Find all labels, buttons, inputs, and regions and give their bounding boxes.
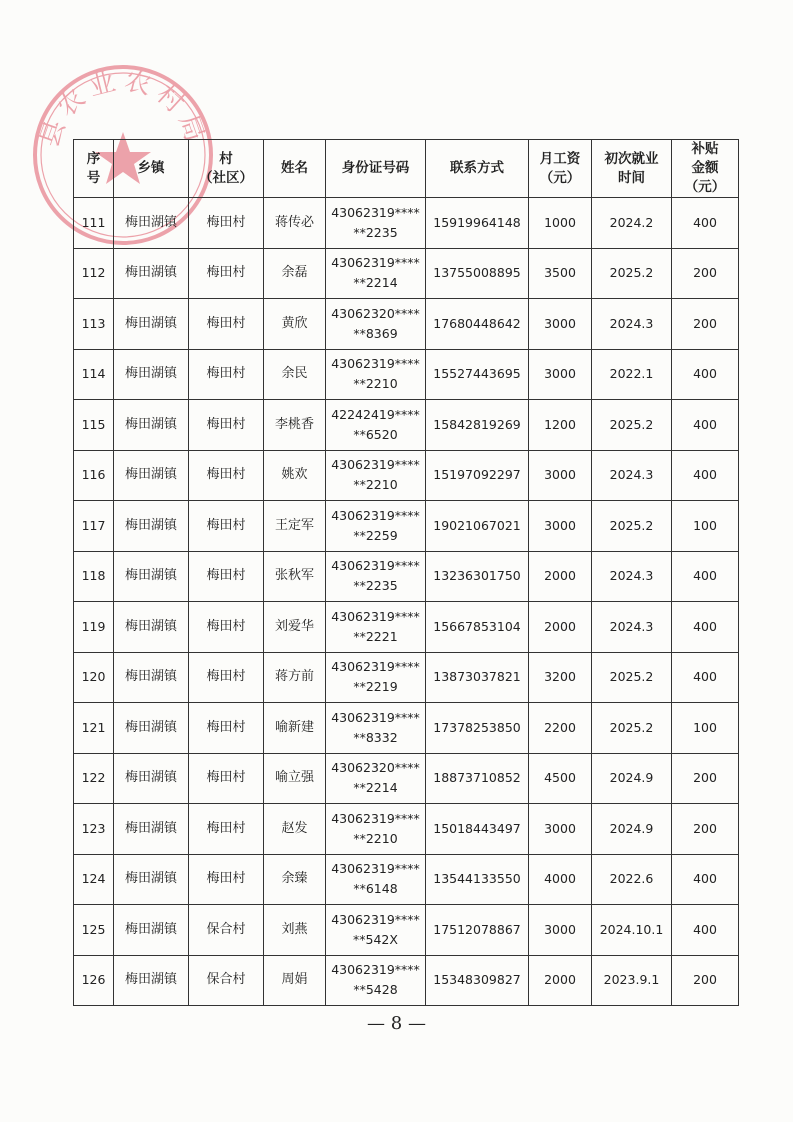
row-phone: 17378253850 [426,703,529,754]
row-subsidy: 200 [672,299,739,350]
table-row [74,955,739,1006]
row-village: 梅田村 [189,551,264,602]
row-first-employment: 2022.1 [592,349,672,400]
row-number: 118 [74,551,114,602]
table-row [74,248,739,299]
row-first-employment: 2024.9 [592,804,672,855]
row-town: 梅田湖镇 [114,602,189,653]
row-name: 张秋军 [264,551,326,602]
row-phone: 13873037821 [426,652,529,703]
row-number: 114 [74,349,114,400]
table-row [74,602,739,653]
row-number: 120 [74,652,114,703]
row-town: 梅田湖镇 [114,349,189,400]
row-number: 122 [74,753,114,804]
table-row [74,198,739,249]
row-first-employment: 2024.10.1 [592,905,672,956]
row-phone: 18873710852 [426,753,529,804]
row-town: 梅田湖镇 [114,501,189,552]
row-phone: 15842819269 [426,400,529,451]
table-row [74,299,739,350]
row-town: 梅田湖镇 [114,450,189,501]
row-id-number: 43062319**** **6148 [326,854,426,905]
table-row [74,551,739,602]
row-village: 保合村 [189,955,264,1006]
row-town: 梅田湖镇 [114,198,189,249]
row-wage: 4500 [529,753,592,804]
row-number: 117 [74,501,114,552]
row-id-number: 43062319**** **8332 [326,703,426,754]
table-row [74,753,739,804]
row-subsidy: 400 [672,905,739,956]
table-row [74,804,739,855]
row-id-number: 43062320**** **8369 [326,299,426,350]
row-wage: 2000 [529,602,592,653]
row-phone: 13544133550 [426,854,529,905]
row-village: 梅田村 [189,349,264,400]
row-id-number: 43062319**** **2221 [326,602,426,653]
row-number: 124 [74,854,114,905]
row-village: 梅田村 [189,450,264,501]
row-town: 梅田湖镇 [114,400,189,451]
table-row [74,501,739,552]
header-village: 村 （社区） [189,140,264,198]
row-number: 113 [74,299,114,350]
row-subsidy: 100 [672,501,739,552]
row-subsidy: 400 [672,349,739,400]
header-row [74,140,739,198]
row-wage: 4000 [529,854,592,905]
row-town: 梅田湖镇 [114,854,189,905]
row-village: 梅田村 [189,753,264,804]
header-phone: 联系方式 [426,140,529,198]
row-wage: 3200 [529,652,592,703]
row-phone: 15348309827 [426,955,529,1006]
row-id-number: 43062319**** **2235 [326,198,426,249]
row-town: 梅田湖镇 [114,753,189,804]
row-village: 梅田村 [189,854,264,905]
row-id-number: 43062319**** **2219 [326,652,426,703]
row-number: 123 [74,804,114,855]
row-name: 喻新建 [264,703,326,754]
row-subsidy: 200 [672,753,739,804]
table-row [74,703,739,754]
row-first-employment: 2024.2 [592,198,672,249]
row-town: 梅田湖镇 [114,955,189,1006]
row-first-employment: 2024.3 [592,602,672,653]
row-phone: 15667853104 [426,602,529,653]
row-number: 119 [74,602,114,653]
row-id-number: 43062320**** **2214 [326,753,426,804]
row-subsidy: 100 [672,703,739,754]
row-id-number: 42242419**** **6520 [326,400,426,451]
table-row [74,349,739,400]
subsidy-roster-table [73,139,739,1006]
row-subsidy: 400 [672,652,739,703]
row-wage: 1200 [529,400,592,451]
row-phone: 19021067021 [426,501,529,552]
row-phone: 15919964148 [426,198,529,249]
row-phone: 15018443497 [426,804,529,855]
row-wage: 3500 [529,248,592,299]
row-wage: 2000 [529,551,592,602]
row-name: 蒋传必 [264,198,326,249]
row-village: 梅田村 [189,400,264,451]
row-name: 刘爱华 [264,602,326,653]
row-first-employment: 2025.2 [592,652,672,703]
row-village: 梅田村 [189,299,264,350]
row-village: 梅田村 [189,248,264,299]
row-subsidy: 400 [672,602,739,653]
row-id-number: 43062319**** **2235 [326,551,426,602]
row-id-number: 43062319**** **2210 [326,450,426,501]
row-wage: 3000 [529,349,592,400]
row-name: 赵发 [264,804,326,855]
row-name: 余民 [264,349,326,400]
row-id-number: 43062319**** **2210 [326,349,426,400]
row-subsidy: 200 [672,804,739,855]
row-number: 121 [74,703,114,754]
row-first-employment: 2025.2 [592,400,672,451]
table-body [74,198,739,1006]
row-town: 梅田湖镇 [114,551,189,602]
row-first-employment: 2024.9 [592,753,672,804]
row-number: 112 [74,248,114,299]
row-wage: 2200 [529,703,592,754]
row-wage: 3000 [529,299,592,350]
row-number: 111 [74,198,114,249]
row-phone: 17680448642 [426,299,529,350]
row-town: 梅田湖镇 [114,905,189,956]
row-number: 126 [74,955,114,1006]
row-village: 梅田村 [189,804,264,855]
row-subsidy: 400 [672,854,739,905]
row-number: 116 [74,450,114,501]
row-wage: 3000 [529,501,592,552]
table-row [74,400,739,451]
row-name: 余磊 [264,248,326,299]
seal-text: 县农业农村局 [34,65,212,151]
row-id-number: 43062319**** **5428 [326,955,426,1006]
row-village: 梅田村 [189,198,264,249]
header-wage: 月工资 （元） [529,140,592,198]
row-first-employment: 2023.9.1 [592,955,672,1006]
row-subsidy: 400 [672,551,739,602]
row-first-employment: 2024.3 [592,551,672,602]
header-town: 乡镇 [114,140,189,198]
row-village: 梅田村 [189,703,264,754]
row-town: 梅田湖镇 [114,248,189,299]
row-first-employment: 2025.2 [592,501,672,552]
row-town: 梅田湖镇 [114,804,189,855]
table-row [74,854,739,905]
row-name: 李桃香 [264,400,326,451]
row-id-number: 43062319**** **2214 [326,248,426,299]
row-first-employment: 2024.3 [592,450,672,501]
row-first-employment: 2025.2 [592,248,672,299]
row-subsidy: 400 [672,198,739,249]
row-phone: 17512078867 [426,905,529,956]
row-subsidy: 200 [672,955,739,1006]
row-subsidy: 400 [672,450,739,501]
row-name: 喻立强 [264,753,326,804]
row-village: 梅田村 [189,501,264,552]
row-number: 115 [74,400,114,451]
row-id-number: 43062319**** **542X [326,905,426,956]
row-first-employment: 2025.2 [592,703,672,754]
row-id-number: 43062319**** **2259 [326,501,426,552]
table-row [74,905,739,956]
row-village: 梅田村 [189,602,264,653]
row-number: 125 [74,905,114,956]
row-village: 梅田村 [189,652,264,703]
row-town: 梅田湖镇 [114,652,189,703]
row-name: 王定军 [264,501,326,552]
row-first-employment: 2022.6 [592,854,672,905]
row-id-number: 43062319**** **2210 [326,804,426,855]
row-phone: 15527443695 [426,349,529,400]
row-subsidy: 200 [672,248,739,299]
row-phone: 13236301750 [426,551,529,602]
header-id: 身份证号码 [326,140,426,198]
row-name: 蒋方前 [264,652,326,703]
row-wage: 1000 [529,198,592,249]
row-subsidy: 400 [672,400,739,451]
row-name: 姚欢 [264,450,326,501]
row-wage: 2000 [529,955,592,1006]
row-town: 梅田湖镇 [114,703,189,754]
row-name: 刘燕 [264,905,326,956]
row-name: 余臻 [264,854,326,905]
row-phone: 15197092297 [426,450,529,501]
header-name: 姓名 [264,140,326,198]
header-first-employment: 初次就业 时间 [592,140,672,198]
header-no: 序 号 [74,140,114,198]
row-name: 周娟 [264,955,326,1006]
row-village: 保合村 [189,905,264,956]
row-wage: 3000 [529,450,592,501]
row-first-employment: 2024.3 [592,299,672,350]
row-name: 黄欣 [264,299,326,350]
row-wage: 3000 [529,905,592,956]
table-row [74,652,739,703]
row-town: 梅田湖镇 [114,299,189,350]
row-phone: 13755008895 [426,248,529,299]
page-number: — 8 — [367,1013,426,1034]
row-wage: 3000 [529,804,592,855]
header-subsidy: 补贴 金额 （元） [672,140,739,198]
table-row [74,450,739,501]
